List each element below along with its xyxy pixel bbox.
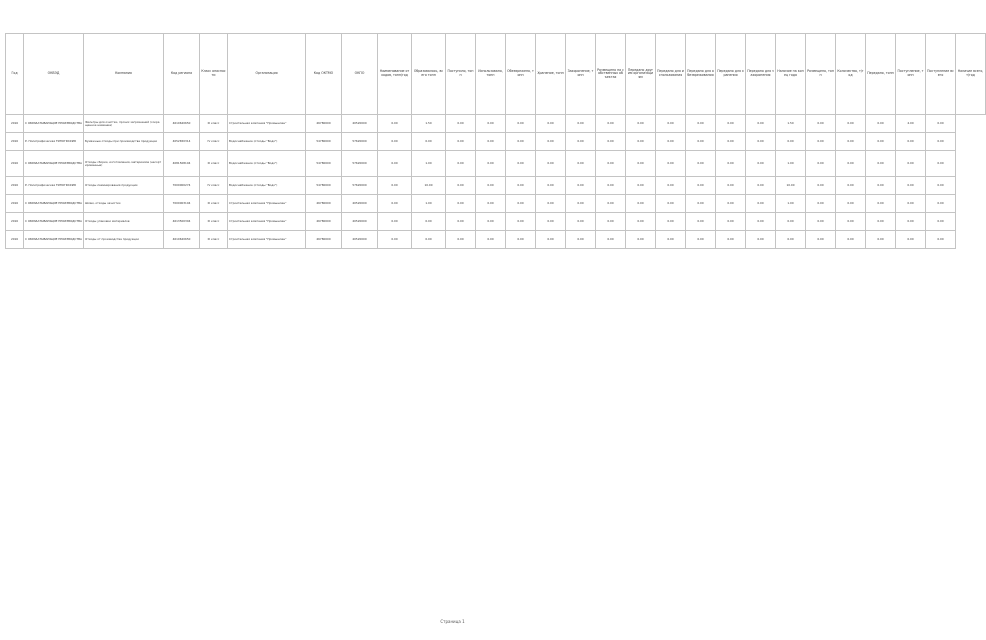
column-header: Передано для использования (656, 34, 686, 115)
cell-okved: С ОБРАБАТЫВАЮЩИЕ ПРОИЗВОДСТВА (24, 231, 84, 249)
column-header: Организация (228, 34, 306, 115)
cell-value: 0.00 (776, 213, 806, 231)
table-row (6, 151, 986, 177)
cell-value: 0.00 (596, 231, 626, 249)
cell-y: 2016 (6, 133, 24, 151)
column-header: Количество, т/год (836, 34, 866, 115)
cell-value: 0.00 (596, 177, 626, 195)
cell-value: 0.00 (866, 177, 896, 195)
cell-value: 0.00 (716, 151, 746, 177)
cell-cls: IV класс (200, 177, 228, 195)
cell-value: 0.00 (926, 151, 956, 177)
cell-value: 0.00 (506, 231, 536, 249)
cell-value: 0.00 (746, 115, 776, 133)
cell-value: 0.00 (686, 177, 716, 195)
cell-org: Водоснабжение (отходы "Водо") (228, 151, 306, 177)
cell-value: 10.00 (412, 177, 446, 195)
cell-company: Бумажные отходы при производстве продукции (84, 133, 164, 151)
cell-value: 10.00 (776, 177, 806, 195)
cell-value: 0.00 (566, 115, 596, 133)
cell-okpo: 57620000 (342, 177, 378, 195)
cell-value: 0.00 (506, 177, 536, 195)
cell-value: 0.00 (626, 231, 656, 249)
cell-value: 0.00 (446, 151, 476, 177)
cell-value: 0.00 (378, 177, 412, 195)
cell-value: 0.00 (506, 115, 536, 133)
cell-value: 0.00 (686, 115, 716, 133)
cell-value: 0.00 (626, 195, 656, 213)
column-header: Поступление, тонн (896, 34, 926, 115)
cell-code: 4052650314 (164, 133, 200, 151)
cell-value: 0.00 (476, 133, 506, 151)
cell-value: 0.00 (476, 213, 506, 231)
column-header: Наличие на конец года (776, 34, 806, 115)
cell-value: 0.00 (378, 195, 412, 213)
cell-value: 0.00 (412, 213, 446, 231)
cell-value: 0.00 (506, 213, 536, 231)
cell-okved: Р. Полиграфическая ТИПОГРАФИЯ (24, 177, 84, 195)
cell-company: Отходы упаковки материалов (84, 213, 164, 231)
cell-value: 1.00 (412, 151, 446, 177)
table-row (6, 177, 986, 195)
cell-value: 0.00 (716, 133, 746, 151)
cell-value: 0.00 (378, 133, 412, 151)
cell-value: 0.00 (656, 151, 686, 177)
cell-value: 0.00 (596, 133, 626, 151)
cell-value: 0.00 (476, 231, 506, 249)
column-header: Наличие всего, т/год (956, 34, 986, 115)
cell-value: 0.00 (746, 231, 776, 249)
cell-value: 0.00 (506, 195, 536, 213)
cell-cls: III класс (200, 231, 228, 249)
cell-company: Фильтры для очистки, прочих загрязнений (сокращенное название) (84, 115, 164, 133)
column-header: Образовалось, всего тонн (412, 34, 446, 115)
cell-code: 7000003104 (164, 195, 200, 213)
cell-oktmo: 46780000 (306, 231, 342, 249)
cell-code: 4081508104 (164, 151, 200, 177)
table-row (6, 115, 986, 133)
table-row (6, 213, 986, 231)
cell-value: 0.00 (626, 213, 656, 231)
cell-company: Отходы сборки, изготовления, материалов (несортированные) (84, 151, 164, 177)
table-header-row (6, 34, 986, 115)
cell-y: 2016 (6, 213, 24, 231)
cell-value: 0.00 (536, 195, 566, 213)
cell-value: 0.00 (866, 151, 896, 177)
cell-y: 2016 (6, 177, 24, 195)
cell-org: Водоснабжение (отходы "Водо") (228, 177, 306, 195)
cell-oktmo: 46780000 (306, 115, 342, 133)
waste-report-table (5, 33, 986, 249)
cell-value: 0.00 (746, 195, 776, 213)
column-header: Поступление всего (926, 34, 956, 115)
cell-value: 0.00 (566, 213, 596, 231)
cell-org: Строительная компания "Промышлен" (228, 195, 306, 213)
cell-value: 0.00 (926, 231, 956, 249)
cell-value: 0.00 (536, 213, 566, 231)
cell-value: 0.00 (926, 177, 956, 195)
cell-value: 0.00 (686, 231, 716, 249)
cell-value: 0.00 (596, 115, 626, 133)
cell-okved: С ОБРАБАТЫВАЮЩИЕ ПРОИЗВОДСТВА (24, 213, 84, 231)
cell-cls: III класс (200, 195, 228, 213)
cell-value: 0.00 (476, 195, 506, 213)
table-row (6, 231, 986, 249)
cell-company: Шлам, отходы зачистки (84, 195, 164, 213)
cell-value: 0.00 (412, 133, 446, 151)
cell-value: 4.00 (896, 115, 926, 133)
column-header: Передано, тонн (866, 34, 896, 115)
cell-value: 0.00 (896, 177, 926, 195)
table-row (6, 195, 986, 213)
cell-value: 0.00 (536, 177, 566, 195)
cell-value: 0.00 (716, 195, 746, 213)
cell-value: 0.00 (626, 133, 656, 151)
cell-value: 0.00 (716, 177, 746, 195)
cell-value: 0.00 (596, 151, 626, 177)
cell-value: 0.00 (896, 231, 926, 249)
cell-value: 0.00 (776, 133, 806, 151)
column-header: Размещено, тонн (806, 34, 836, 115)
cell-value: 0.00 (656, 213, 686, 231)
cell-value: 0.00 (716, 213, 746, 231)
page-footer: Страница 1 (440, 619, 465, 624)
cell-value: 0.00 (806, 231, 836, 249)
cell-value: 0.00 (866, 195, 896, 213)
cell-value: 0.00 (806, 213, 836, 231)
cell-value: 0.00 (896, 195, 926, 213)
cell-value: 0.00 (836, 133, 866, 151)
cell-value: 0.00 (656, 115, 686, 133)
cell-value: 0.00 (836, 213, 866, 231)
cell-y: 2016 (6, 115, 24, 133)
column-header: Обезврежено, тонн (506, 34, 536, 115)
cell-value: 0.00 (536, 133, 566, 151)
cell-okved: С ОБРАБАТЫВАЮЩИЕ ПРОИЗВОДСТВА (24, 151, 84, 177)
cell-okpo: 40520000 (342, 213, 378, 231)
cell-value: 0.00 (686, 133, 716, 151)
cell-value: 0.00 (656, 133, 686, 151)
cell-value: 0.00 (446, 231, 476, 249)
cell-org: Строительная компания "Промышлен" (228, 115, 306, 133)
cell-value: 0.00 (566, 231, 596, 249)
column-header: Класс опасности (200, 34, 228, 115)
cell-value: 0.00 (596, 213, 626, 231)
cell-oktmo: 46780000 (306, 213, 342, 231)
column-header: Поступило, тонн (446, 34, 476, 115)
cell-value: 0.00 (926, 115, 956, 133)
cell-value: 1.50 (776, 115, 806, 133)
cell-code: 4613500304 (164, 213, 200, 231)
cell-cls: III класс (200, 115, 228, 133)
cell-value: 0.00 (378, 115, 412, 133)
cell-value: 0.00 (926, 213, 956, 231)
cell-value: 0.00 (626, 115, 656, 133)
cell-value: 0.00 (506, 133, 536, 151)
cell-value: 0.00 (866, 231, 896, 249)
cell-value: 0.00 (476, 151, 506, 177)
cell-value: 0.00 (686, 151, 716, 177)
column-header: Передано другим организациям (626, 34, 656, 115)
cell-value: 0.00 (806, 115, 836, 133)
cell-value: 1.50 (412, 115, 446, 133)
cell-org: Строительная компания "Промышлен" (228, 213, 306, 231)
cell-okpo: 57620000 (342, 133, 378, 151)
cell-value: 0.00 (476, 115, 506, 133)
cell-oktmo: 54780000 (306, 133, 342, 151)
cell-code: 7000000274 (164, 177, 200, 195)
column-header: Захоронение, тонн (566, 34, 596, 115)
cell-value: 0.00 (686, 213, 716, 231)
cell-value: 0.00 (746, 213, 776, 231)
cell-okpo: 40520000 (342, 115, 378, 133)
column-header: Код ОКТМО (306, 34, 342, 115)
cell-value: 0.00 (896, 133, 926, 151)
column-header: Наименование отходов, тонн/год (378, 34, 412, 115)
cell-value: 0.00 (378, 231, 412, 249)
cell-value: 1.00 (776, 151, 806, 177)
cell-value: 0.00 (446, 133, 476, 151)
cell-value: 0.00 (686, 195, 716, 213)
cell-org: Строительная компания "Промышлен" (228, 231, 306, 249)
cell-company: Отходы ламинирования продукции (84, 177, 164, 195)
cell-value: 0.00 (926, 195, 956, 213)
column-header: Хранение, тонн (536, 34, 566, 115)
cell-oktmo: 54780000 (306, 177, 342, 195)
cell-value: 0.00 (746, 177, 776, 195)
cell-oktmo: 46780000 (306, 195, 342, 213)
cell-value: 0.00 (476, 177, 506, 195)
column-header: Передано для хранения (716, 34, 746, 115)
cell-code: 4610620650 (164, 231, 200, 249)
cell-value: 0.00 (446, 115, 476, 133)
column-header: Код региона (164, 34, 200, 115)
cell-value: 0.00 (596, 195, 626, 213)
cell-y: 2016 (6, 151, 24, 177)
cell-value: 1.00 (776, 195, 806, 213)
cell-okpo: 40520000 (342, 231, 378, 249)
column-header: Размещено на собственных объектах (596, 34, 626, 115)
cell-value: 0.00 (926, 133, 956, 151)
column-header: ОКВЭД (24, 34, 84, 115)
cell-value: 0.00 (566, 195, 596, 213)
cell-value: 0.00 (378, 213, 412, 231)
cell-value: 0.00 (506, 151, 536, 177)
cell-value: 0.00 (806, 177, 836, 195)
cell-value: 0.00 (836, 195, 866, 213)
cell-value: 0.00 (536, 151, 566, 177)
cell-cls: III класс (200, 213, 228, 231)
cell-value: 0.00 (806, 133, 836, 151)
cell-value: 0.00 (836, 231, 866, 249)
column-header: Передано для обезвреживания (686, 34, 716, 115)
cell-value: 0.00 (716, 231, 746, 249)
cell-okved: С ОБРАБАТЫВАЮЩИЕ ПРОИЗВОДСТВА (24, 115, 84, 133)
cell-value: 0.00 (866, 213, 896, 231)
cell-value: 0.00 (896, 213, 926, 231)
cell-value: 0.00 (746, 133, 776, 151)
cell-value: 0.00 (626, 151, 656, 177)
cell-value: 0.00 (716, 115, 746, 133)
cell-oktmo: 54780000 (306, 151, 342, 177)
cell-value: 0.00 (378, 151, 412, 177)
cell-y: 2016 (6, 231, 24, 249)
cell-value: 0.00 (656, 177, 686, 195)
cell-value: 1.00 (412, 195, 446, 213)
cell-value: 0.00 (836, 115, 866, 133)
cell-company: Отходы от производства продукции (84, 231, 164, 249)
cell-value: 0.00 (446, 177, 476, 195)
cell-value: 0.00 (836, 151, 866, 177)
column-header: Год (6, 34, 24, 115)
cell-code: 4610620650 (164, 115, 200, 133)
cell-value: 0.00 (536, 231, 566, 249)
cell-value: 0.00 (746, 151, 776, 177)
cell-okpo: 57620000 (342, 151, 378, 177)
cell-okpo: 40520000 (342, 195, 378, 213)
cell-value: 0.00 (866, 133, 896, 151)
cell-value: 0.00 (536, 115, 566, 133)
cell-okved: Р. Полиграфическая ТИПОГРАФИЯ (24, 133, 84, 151)
cell-value: 0.00 (866, 115, 896, 133)
cell-value: 0.00 (806, 151, 836, 177)
cell-value: 0.00 (566, 151, 596, 177)
cell-okved: С ОБРАБАТЫВАЮЩИЕ ПРОИЗВОДСТВА (24, 195, 84, 213)
table-row (6, 133, 986, 151)
column-header: Передано для захоронения (746, 34, 776, 115)
column-header: ОКПО (342, 34, 378, 115)
cell-value: 0.00 (412, 231, 446, 249)
cell-value: 0.00 (806, 195, 836, 213)
cell-value: 0.00 (626, 177, 656, 195)
cell-value: 0.00 (446, 213, 476, 231)
cell-org: Водоснабжение (отходы "Водо") (228, 133, 306, 151)
column-header: Компания (84, 34, 164, 115)
column-header: Использовано, тонн (476, 34, 506, 115)
cell-y: 2016 (6, 195, 24, 213)
cell-cls: IV класс (200, 133, 228, 151)
cell-value: 0.00 (446, 195, 476, 213)
cell-value: 0.00 (836, 177, 866, 195)
cell-value: 0.00 (656, 195, 686, 213)
cell-value: 0.00 (566, 177, 596, 195)
cell-value: 0.00 (566, 133, 596, 151)
cell-value: 0.00 (656, 231, 686, 249)
cell-value: 0.00 (896, 151, 926, 177)
cell-cls: III класс (200, 151, 228, 177)
cell-value: 0.00 (776, 231, 806, 249)
